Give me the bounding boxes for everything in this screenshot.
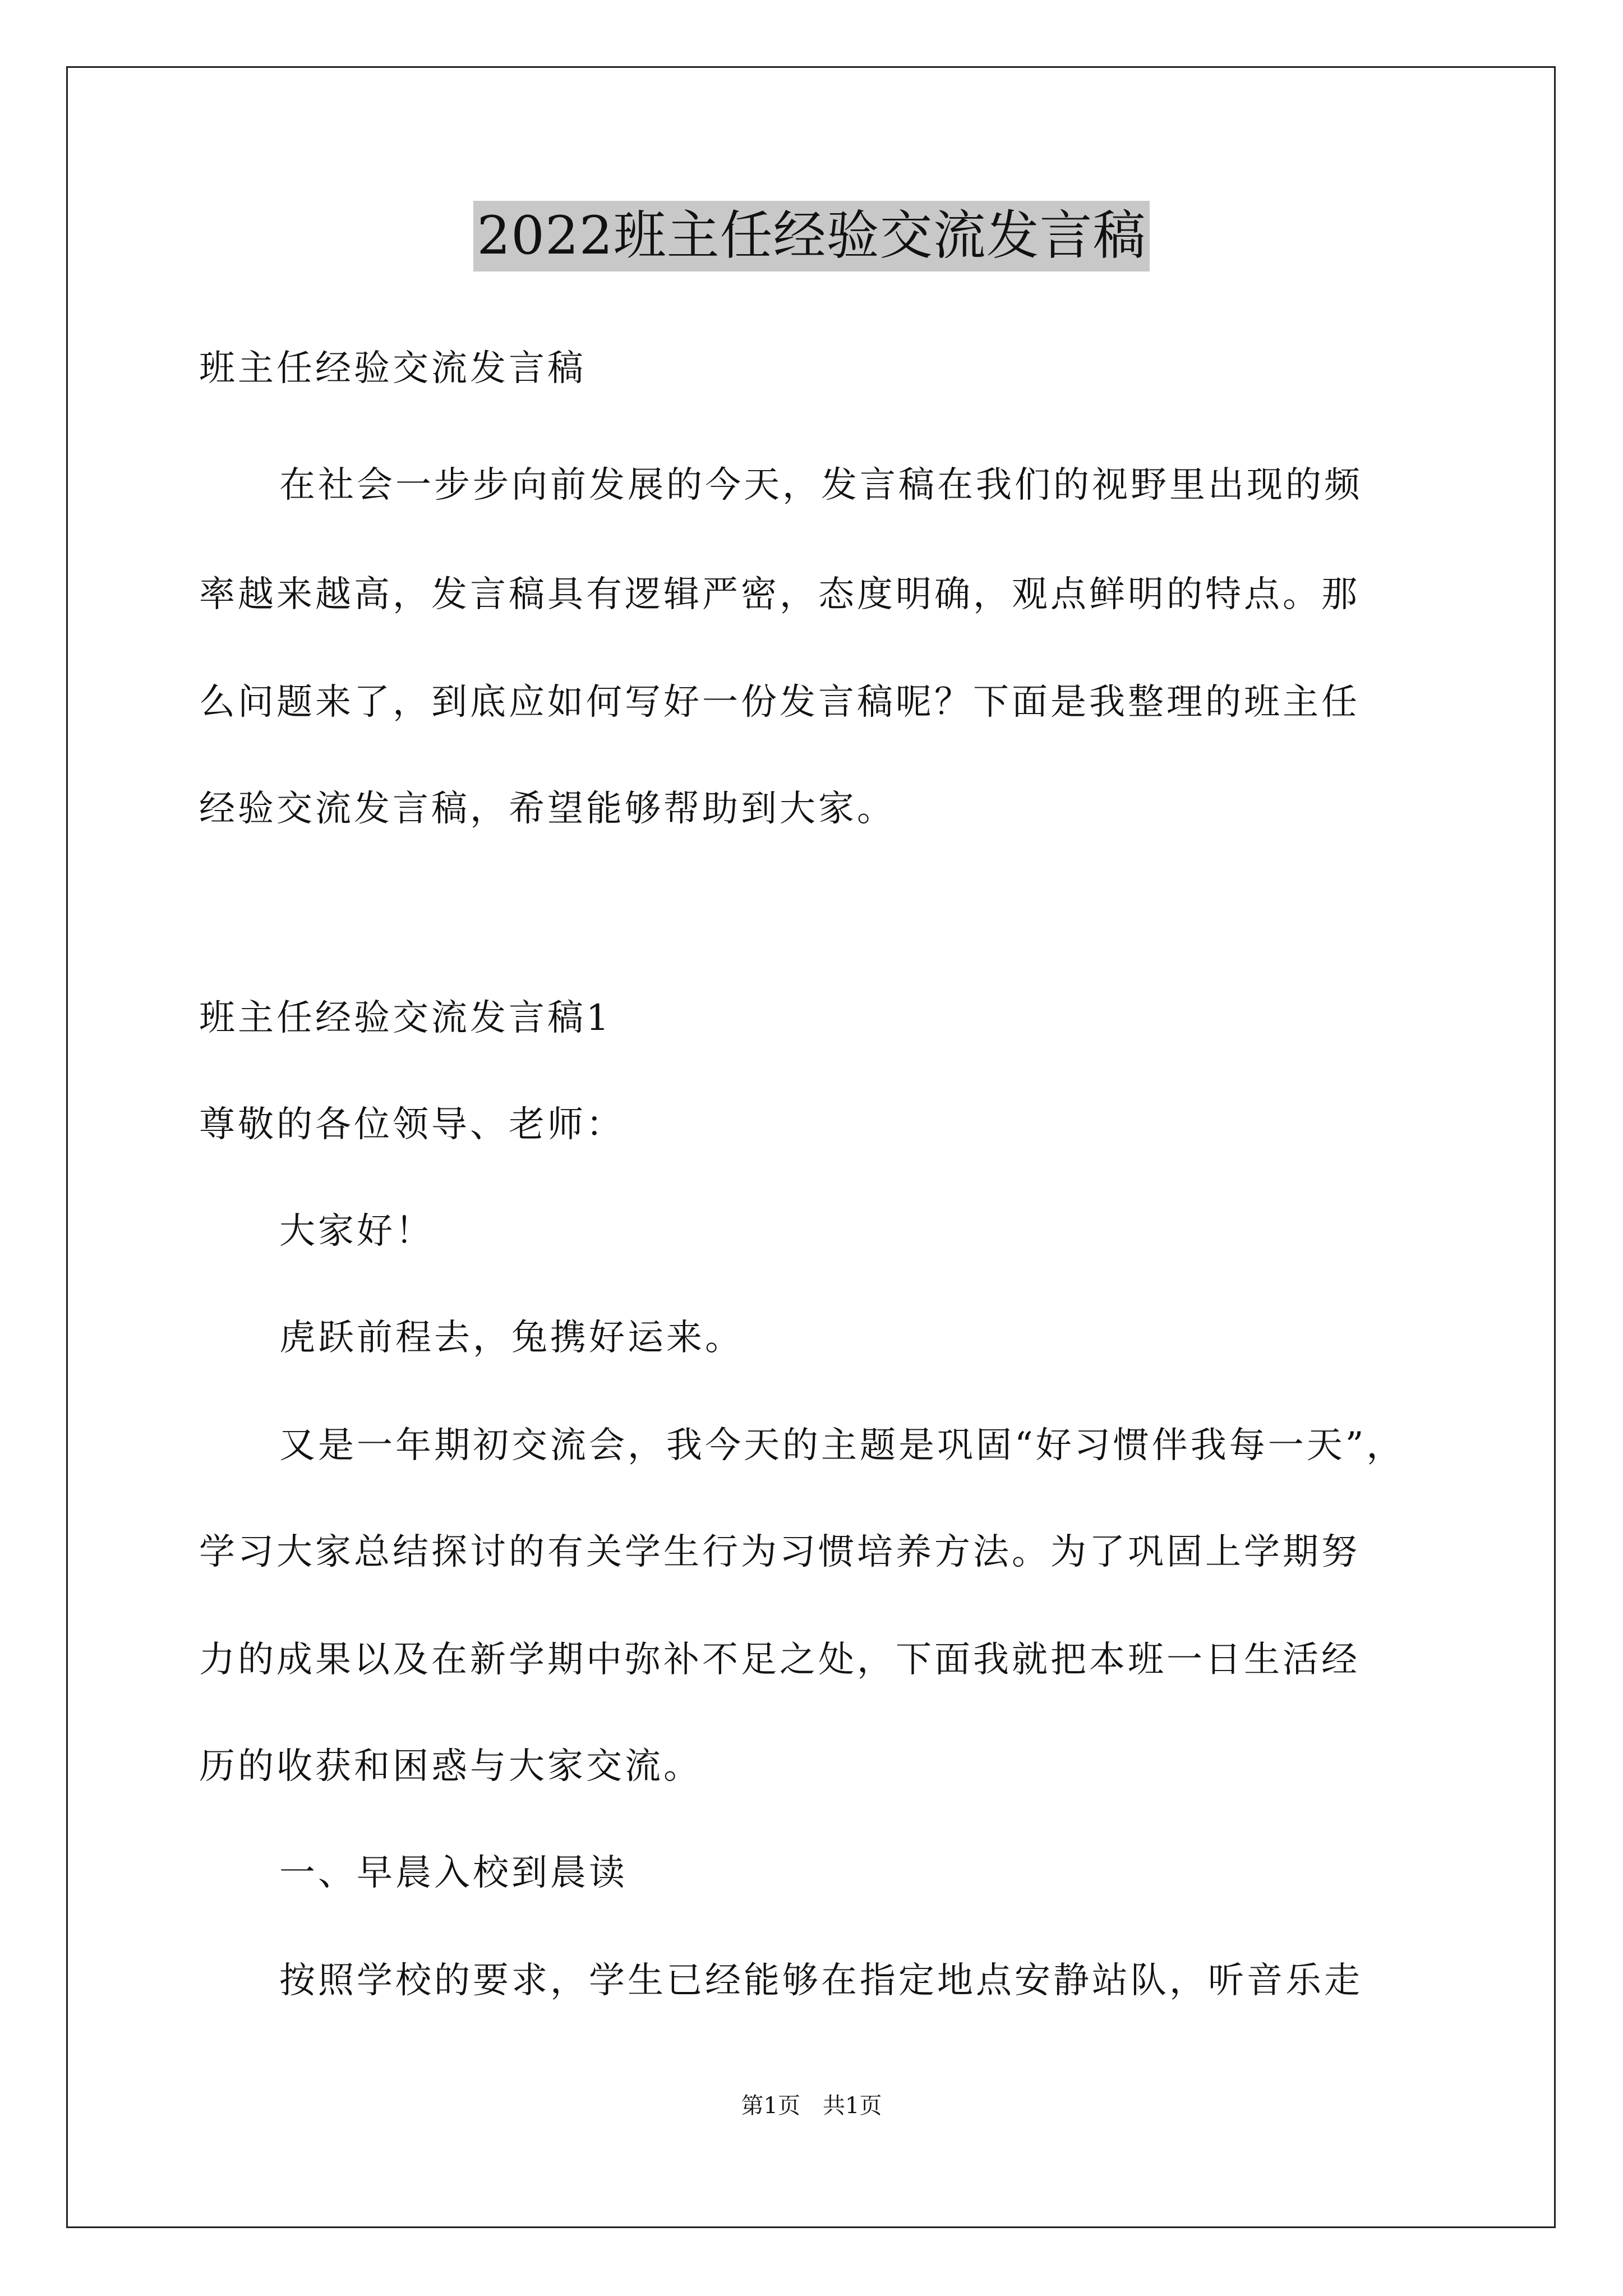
page-number-footer: 第1页 共1页: [741, 2093, 882, 2119]
salutation-line: 尊敬的各位领导、老师：: [199, 1104, 625, 1145]
subtitle-line: 班主任经验交流发言稿: [199, 348, 586, 389]
paragraph-line: 按照学校的要求，学生已经能够在指定地点安静站队，听音乐走: [279, 1960, 1363, 2001]
paragraph-line: 历的收获和困惑与大家交流。: [199, 1746, 702, 1787]
title-container: [0, 201, 1623, 272]
paragraph-line: 又是一年期初交流会，我今天的主题是巩固“好习惯伴我每一天”，: [279, 1425, 1405, 1466]
greeting-line: 大家好！: [279, 1211, 434, 1252]
section-heading: 班主任经验交流发言稿1: [199, 997, 612, 1039]
paragraph-line: 么问题来了，到底应如何写好一份发言稿呢？下面是我整理的班主任: [199, 682, 1360, 723]
paragraph-line: 经验交流发言稿，希望能够帮助到大家。: [199, 788, 896, 830]
document-title: 2022班主任经验交流发言稿: [473, 201, 1149, 272]
paragraph-line: 力的成果以及在新学期中弥补不足之处，下面我就把本班一日生活经: [199, 1639, 1360, 1681]
paragraph-line: 率越来越高，发言稿具有逻辑严密，态度明确，观点鲜明的特点。那: [199, 574, 1360, 615]
paragraph-line: 在社会一步步向前发展的今天，发言稿在我们的视野里出现的频: [279, 464, 1363, 506]
paragraph-line: 学习大家总结探讨的有关学生行为习惯培养方法。为了巩固上学期努: [199, 1531, 1360, 1573]
subsection-heading: 一、早晨入校到晨读: [279, 1852, 628, 1894]
paragraph-line: 虎跃前程去，兔携好运来。: [279, 1317, 744, 1359]
